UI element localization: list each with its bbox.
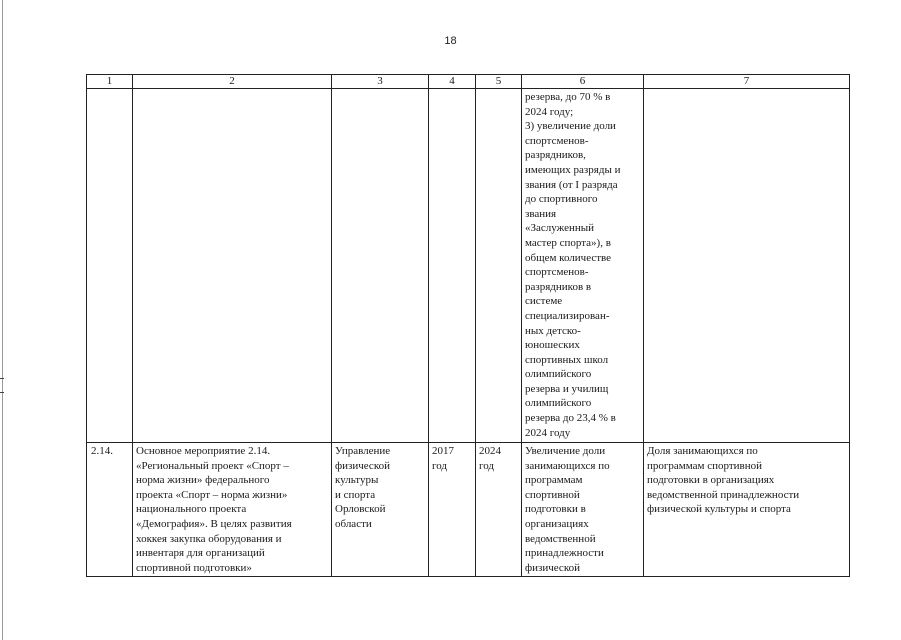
cell-indicator: [644, 443, 850, 577]
text-line: Управление: [335, 445, 391, 457]
table-row-continuation: [87, 89, 850, 443]
text-line: мастер спорта»), в: [525, 236, 611, 249]
cell-number-empty: [87, 89, 133, 443]
text-line: юношеских: [525, 339, 580, 352]
text-line: звания: [525, 207, 557, 220]
text-line: год: [479, 459, 495, 472]
cell-end-empty: [476, 89, 522, 443]
text-line: занимающихся по: [525, 459, 610, 472]
text-line: разрядников,: [525, 149, 586, 162]
text-line: подготовки в: [525, 503, 586, 516]
column-header-5: 5: [476, 75, 522, 89]
text-line: резерва до 23,4 % в: [525, 412, 616, 425]
text-line: норма жизни» федерального: [136, 474, 270, 487]
text-line: системе: [525, 295, 563, 308]
text-line: спортсменов-: [525, 266, 589, 279]
cell-expected-result-continued: [522, 89, 644, 443]
text-line: ных детско-: [525, 324, 581, 337]
text-line: программам: [525, 474, 583, 487]
cell-start-year: [429, 443, 476, 577]
text-line: культуры: [335, 474, 379, 487]
column-header-4: 4: [429, 75, 476, 89]
text-line: олимпийского: [525, 368, 592, 381]
text-line: 2024: [479, 445, 501, 457]
text-lines: [432, 444, 472, 473]
column-header-1: 1: [87, 75, 133, 89]
text-line: Основное мероприятие 2.14.: [136, 445, 271, 457]
text-lines: [136, 444, 328, 575]
page-number: 18: [444, 35, 457, 47]
text-line: Орловской: [335, 503, 386, 516]
text-line: «Демография». В целях развития: [136, 517, 292, 530]
cell-end-year: [476, 443, 522, 577]
text-line: 2017: [432, 445, 454, 457]
text-lines: [647, 444, 846, 517]
column-header-6: 6: [522, 75, 644, 89]
text-line: спортсменов-: [525, 134, 589, 147]
text-line: 3) увеличение доли: [525, 120, 616, 133]
text-line: звания (от I разряда: [525, 178, 618, 191]
text-line: год: [432, 459, 448, 472]
text-lines: [335, 444, 425, 532]
cell-measure-description: [133, 443, 332, 577]
text-line: олимпийского: [525, 397, 592, 410]
text-line: 2024 году;: [525, 105, 574, 118]
text-line: и спорта: [335, 488, 376, 501]
cell-executor-empty: [332, 89, 429, 443]
column-header-7: 7: [644, 75, 850, 89]
text-line: спортивных школ: [525, 353, 609, 366]
column-header-3: 3: [332, 75, 429, 89]
program-measures-table: [86, 74, 850, 577]
text-line: физической культуры и спорта: [647, 503, 791, 516]
text-line: специализирован-: [525, 309, 610, 322]
cell-row-number: 2.14.: [87, 443, 133, 577]
text-line: хоккея закупка оборудования и: [136, 532, 282, 545]
table-header-row: [87, 75, 850, 89]
text-line: ведомственной: [525, 532, 596, 545]
text-line: Увеличение доли: [525, 445, 606, 457]
text-line: резерва, до 70 % в: [525, 91, 611, 103]
page-left-edge: [2, 0, 3, 640]
text-lines: [525, 444, 640, 575]
text-lines: [479, 444, 518, 473]
cell-indicator-empty: [644, 89, 850, 443]
text-line: организациях: [525, 517, 589, 530]
text-line: физической: [525, 561, 580, 574]
table-row-2-14: [87, 443, 850, 577]
text-line: ведомственной принадлежности: [647, 488, 800, 501]
text-line: «Региональный проект «Спорт –: [136, 459, 289, 472]
text-line: «Заслуженный: [525, 222, 595, 235]
text-line: имеющих разряды и: [525, 163, 621, 176]
cell-measure-empty: [133, 89, 332, 443]
text-lines: [525, 90, 640, 440]
text-line: программам спортивной: [647, 459, 763, 472]
text-line: инвентаря для организаций: [136, 547, 265, 560]
margin-tick-mark: [0, 392, 4, 393]
text-line: спортивной подготовки»: [136, 561, 252, 574]
text-line: области: [335, 517, 372, 530]
margin-tick-mark: [0, 378, 4, 379]
text-line: спортивной: [525, 488, 580, 501]
text-line: проекта «Спорт – норма жизни»: [136, 488, 288, 501]
text-line: подготовки в организациях: [647, 474, 775, 487]
text-line: Доля занимающихся по: [647, 445, 758, 457]
text-line: до спортивного: [525, 193, 598, 206]
text-line: принадлежности: [525, 547, 604, 560]
text-line: физической: [335, 459, 390, 472]
cell-expected-result: [522, 443, 644, 577]
text-line: 2024 году: [525, 426, 571, 439]
text-line: резерва и училищ: [525, 382, 609, 395]
column-header-2: 2: [133, 75, 332, 89]
cell-start-empty: [429, 89, 476, 443]
text-line: разрядников в: [525, 280, 592, 293]
text-line: национального проекта: [136, 503, 247, 516]
cell-responsible-executor: [332, 443, 429, 577]
text-line: общем количестве: [525, 251, 612, 264]
